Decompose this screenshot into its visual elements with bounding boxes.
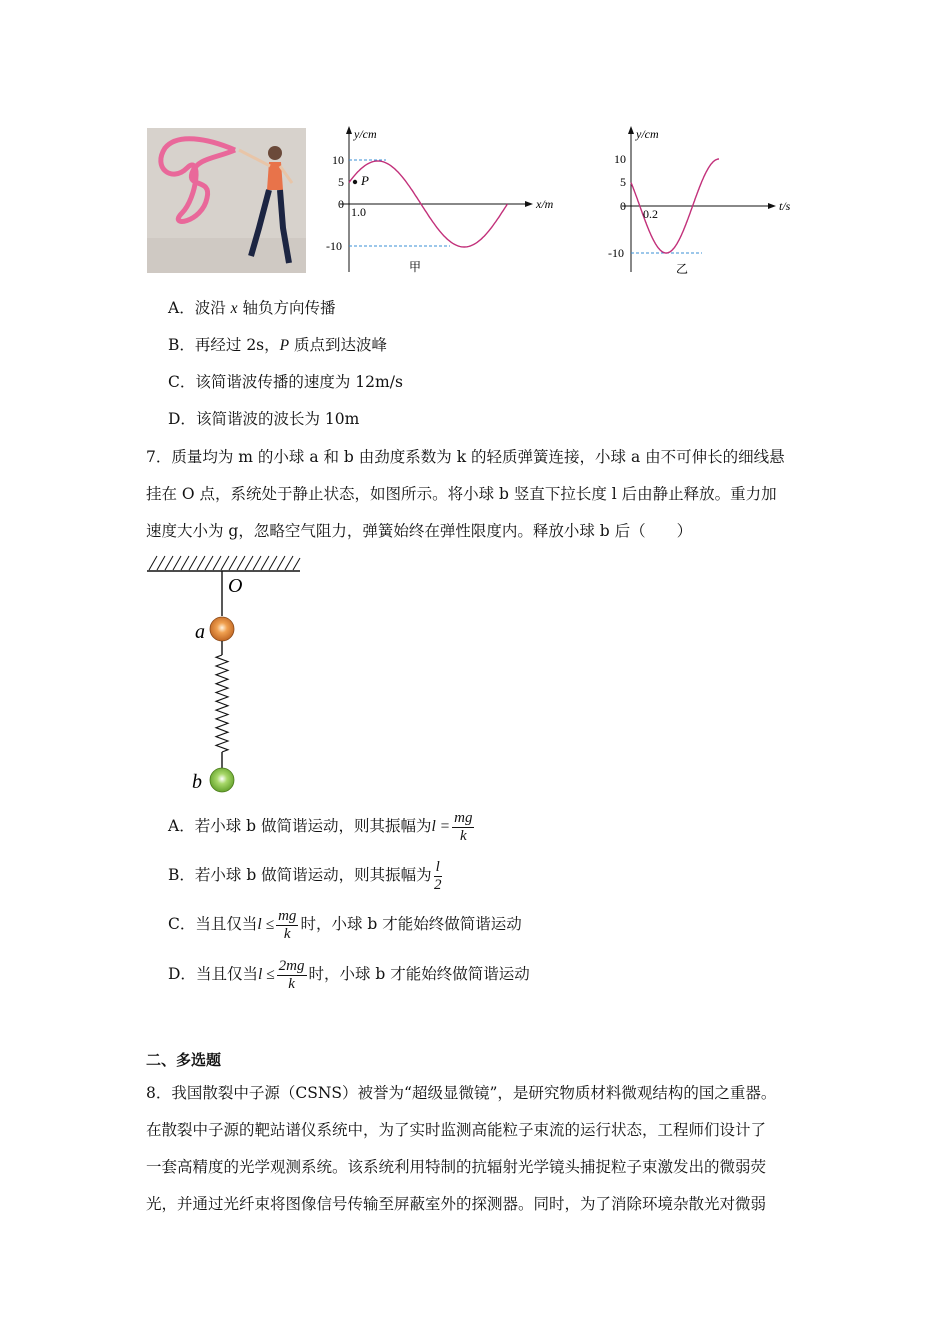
point-p-label: P (361, 173, 369, 188)
q6-option-d: D．该简谐波的波长为 10m (168, 410, 360, 428)
q7-option-a: A．若小球 b 做简谐运动，则其振幅为l = $\frac{mg}{k}$ (168, 809, 473, 844)
q7-option-c: C．当且仅当l ≤ $\frac{mg}{k}$ 时，小球 b 才能始终做简谐运动 (168, 907, 522, 942)
gymnast-photo (147, 128, 306, 273)
label-a: a (195, 621, 205, 643)
jia-tick-0: 0 (338, 197, 344, 211)
q8-line-3: 一套高精度的光学观测系统。该系统利用特制的抗辐射光学镜头捕捉粒子束激发出的微弱荧 (146, 1158, 767, 1176)
jia-caption: 甲 (409, 260, 422, 274)
spring-diagram (145, 552, 305, 800)
label-b: b (192, 771, 202, 793)
jia-tick-5: 5 (338, 175, 344, 189)
fraction-2mg-over-k: $\frac{2mg}{k}$ (278, 957, 305, 992)
q6-option-b: B．再经过 2s，P 质点到达波峰 (168, 336, 388, 354)
jia-tick-neg10: -10 (326, 239, 342, 253)
jia-tick-x: 1.0 (351, 205, 366, 219)
q8-line-4: 光，并通过光纤束将图像信号传输至屏蔽室外的探测器。同时，为了消除环境杂散光对微弱 (146, 1195, 767, 1213)
fraction-mg-over-k-c: $\frac{mg}{k}$ (278, 907, 297, 942)
q7-line-3: 速度大小为 g，忽略空气阻力，弹簧始终在弹性限度内。释放小球 b 后（ ） (146, 522, 693, 540)
q7-option-d: D．当且仅当l ≤ $\frac{2mg}{k}$ 时，小球 b 才能始终做简谐运动 (168, 957, 530, 992)
vibration-graph-yi (606, 122, 806, 282)
jia-y-label: y/cm (354, 127, 377, 141)
section-title: 二、多选题 (146, 1051, 222, 1069)
jia-tick-10: 10 (332, 153, 344, 167)
q7-line-2: 挂在 O 点，系统处于静止状态，如图所示。将小球 b 竖直下拉长度 l 后由静止释放。重力加 (146, 485, 777, 503)
q7-option-b: B．若小球 b 做简谐运动，则其振幅为 $\frac{l}{2}$ (168, 858, 442, 893)
q8-line-2: 在散裂中子源的靶站谱仪系统中，为了实时监测高能粒子束流的运行状态，工程师们设计了 (146, 1121, 767, 1139)
yi-tick-10: 10 (614, 152, 626, 166)
yi-caption: 乙 (676, 262, 689, 276)
q6-option-a: A．波沿 x 轴负方向传播 (168, 299, 336, 317)
jia-x-label: x/m (536, 197, 554, 211)
yi-tick-0: 0 (620, 199, 626, 213)
q7-line-1: 7．质量均为 m 的小球 a 和 b 由劲度系数为 k 的轻质弹簧连接，小球 a 由不可伸长的细线悬 (146, 448, 785, 466)
ball-a (210, 617, 234, 641)
q7-stem (146, 439, 826, 550)
yi-tick-5: 5 (620, 175, 626, 189)
label-o: O (228, 575, 243, 597)
yi-y-label: y/cm (636, 127, 659, 141)
q8-line-1: 8．我国散裂中子源（CSNS）被誉为“超级显微镜”，是研究物质材料微观结构的国之重器。 (146, 1084, 777, 1102)
q6-option-c: C．该简谐波传播的速度为 12m/s (168, 373, 403, 391)
fraction-l-over-2: $\frac{l}{2}$ (434, 858, 442, 893)
ball-b (210, 768, 234, 792)
wave-graph-jia (320, 122, 560, 282)
yi-tick-neg10: -10 (608, 246, 624, 260)
yi-x-label: t/s (779, 199, 791, 213)
q8-stem (146, 1075, 836, 1223)
fraction-mg-over-k: $\frac{mg}{k}$ (454, 809, 473, 844)
yi-tick-x: 0.2 (643, 207, 658, 221)
